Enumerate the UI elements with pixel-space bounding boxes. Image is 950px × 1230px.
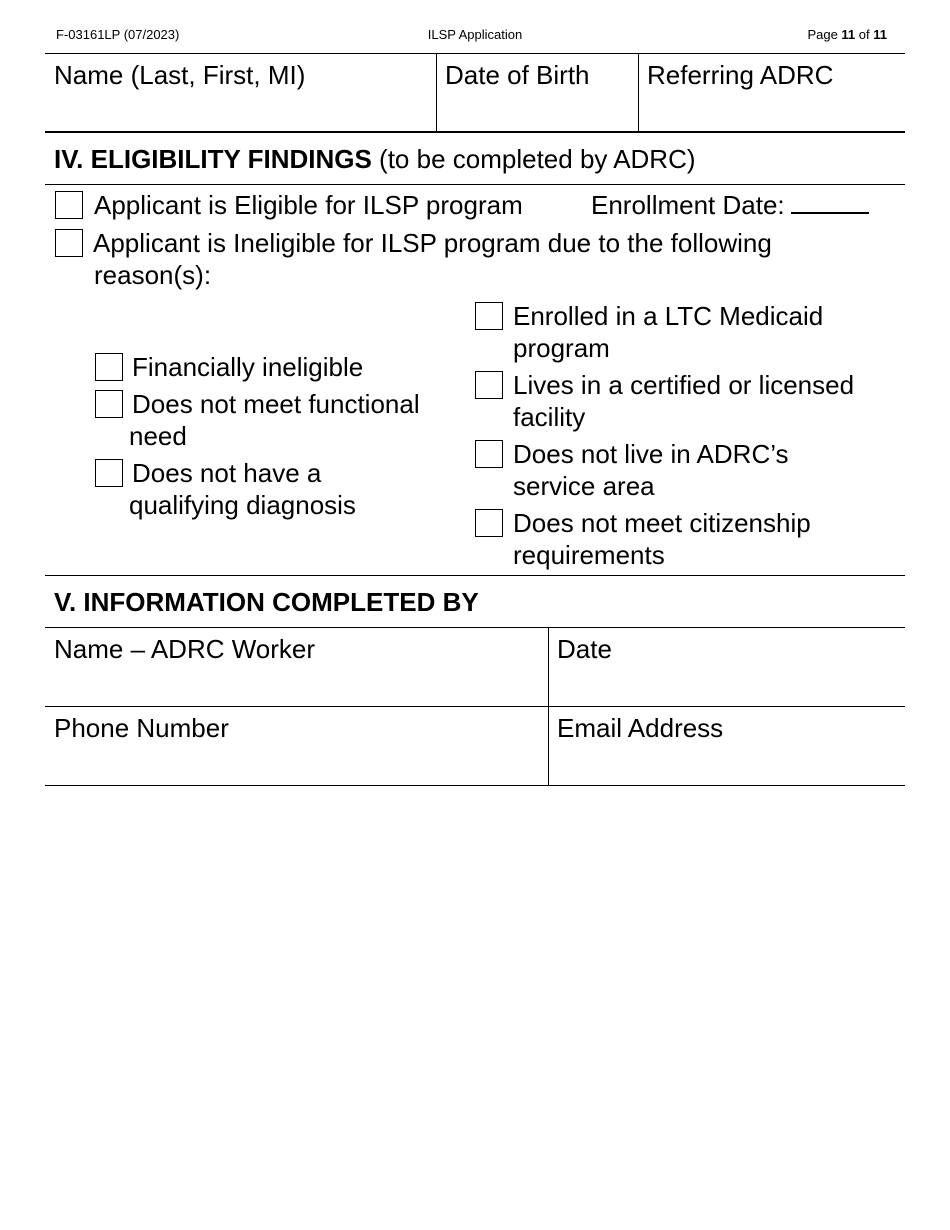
applicant-divider-1 bbox=[436, 53, 437, 131]
reason-functional-need-line2: need bbox=[129, 421, 187, 451]
qualifying-diagnosis-checkbox[interactable] bbox=[95, 459, 123, 487]
page-prefix: Page bbox=[807, 27, 842, 42]
form-id: F-03161LP (07/2023) bbox=[56, 27, 180, 42]
applicant-divider-2 bbox=[638, 53, 639, 131]
section-4-title bbox=[54, 144, 696, 174]
section-5-title-bold: V. INFORMATION COMPLETED BY bbox=[54, 587, 479, 617]
page-current: 11 bbox=[841, 27, 856, 42]
section-4-rule bbox=[45, 184, 905, 185]
reason-citizenship-line2: requirements bbox=[513, 540, 665, 570]
licensed-facility-checkbox[interactable] bbox=[475, 371, 503, 399]
section-5-rule bbox=[45, 627, 905, 628]
reason-diagnosis-line1: Does not have a bbox=[132, 458, 322, 488]
section-5-middle-rule bbox=[45, 706, 905, 707]
reason-facility-line1: Lives in a certified or licensed bbox=[513, 370, 855, 400]
reason-functional-need-line1: Does not meet functional bbox=[132, 389, 420, 419]
section-5-top-rule bbox=[45, 575, 905, 576]
reason-ltc-medicaid-line1: Enrolled in a LTC Medicaid bbox=[513, 301, 824, 331]
page-total: 11 bbox=[873, 27, 887, 42]
reason-citizenship-line1: Does not meet citizenship bbox=[513, 508, 811, 538]
functional-need-checkbox[interactable] bbox=[95, 390, 123, 418]
ineligible-checkbox[interactable] bbox=[55, 229, 83, 257]
reason-service-area-line2: service area bbox=[513, 471, 655, 501]
reason-diagnosis-line2: qualifying diagnosis bbox=[129, 490, 356, 520]
financially-ineligible-checkbox[interactable] bbox=[95, 353, 123, 381]
reason-ltc-medicaid-line2: program bbox=[513, 333, 610, 363]
enrollment-date-blank[interactable] bbox=[791, 190, 869, 214]
section-5-bottom-rule bbox=[45, 785, 905, 786]
section-4-title-bold: IV. ELIGIBILITY FINDINGS bbox=[54, 144, 372, 174]
section-4-title-note: (to be completed by ADRC) bbox=[371, 144, 696, 174]
reason-facility-line2: facility bbox=[513, 402, 586, 432]
ineligible-label-line1: Applicant is Ineligible for ILSP program due to the following bbox=[93, 228, 772, 258]
ineligible-label-line2: reason(s): bbox=[94, 260, 212, 290]
applicant-row-bottom-rule bbox=[45, 131, 905, 133]
date-of-birth-field[interactable]: Date of Birth bbox=[445, 60, 590, 90]
service-area-checkbox[interactable] bbox=[475, 440, 503, 468]
applicant-row-top-rule bbox=[45, 53, 905, 54]
form-title: ILSP Application bbox=[427, 27, 523, 42]
referring-adrc-field[interactable]: Referring ADRC bbox=[647, 60, 834, 90]
adrc-worker-name-field[interactable]: Name – ADRC Worker bbox=[54, 634, 316, 664]
phone-number-field[interactable]: Phone Number bbox=[54, 713, 229, 743]
citizenship-checkbox[interactable] bbox=[475, 509, 503, 537]
reason-financially-ineligible: Financially ineligible bbox=[132, 352, 364, 382]
eligible-checkbox[interactable] bbox=[55, 191, 83, 219]
name-field[interactable]: Name (Last, First, MI) bbox=[54, 60, 306, 90]
enrollment-date bbox=[591, 189, 869, 222]
eligible-label: Applicant is Eligible for ILSP program bbox=[94, 190, 523, 220]
page-number bbox=[807, 27, 887, 42]
ltc-medicaid-checkbox[interactable] bbox=[475, 302, 503, 330]
email-address-field[interactable]: Email Address bbox=[557, 713, 724, 743]
page-of: of bbox=[855, 27, 874, 42]
completed-date-field[interactable]: Date bbox=[557, 634, 612, 664]
section-5-title bbox=[54, 587, 479, 617]
enrollment-date-label: Enrollment Date: bbox=[591, 190, 785, 220]
reason-service-area-line1: Does not live in ADRC’s bbox=[513, 439, 789, 469]
